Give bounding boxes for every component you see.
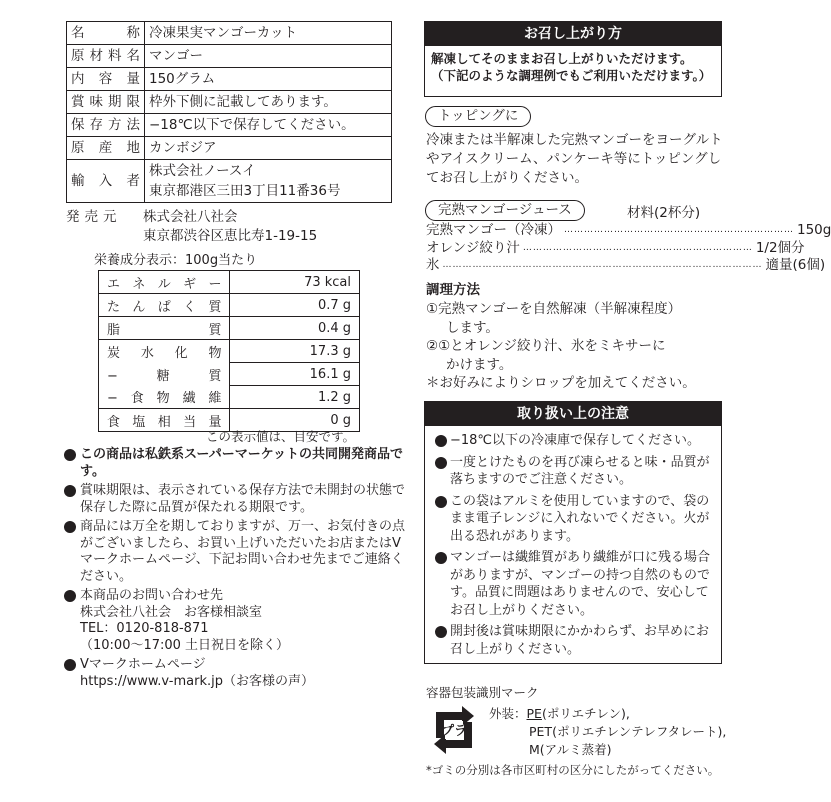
contact-company: 株式会社八社会 お客様相談室 (80, 604, 263, 620)
method-steps (426, 300, 724, 393)
contact-title: 本商品のお問い合わせ先 (80, 588, 224, 603)
method-step: ①完熟マンゴーを自然解凍（半解凍程度） (426, 301, 682, 317)
juice-label: 完熟マンゴージュース (425, 200, 585, 221)
nutrient-label: 食塩相当量 (99, 409, 230, 432)
nutrient-value: 17.3 g (230, 340, 360, 363)
spec-value: 枠外下側に記載してあります。 (145, 91, 392, 114)
spec-key: 輸入者 (67, 160, 145, 203)
spec-value: 150グラム (145, 68, 392, 91)
nutrient-label: 脂質 (99, 317, 230, 340)
topping-label: トッピングに (425, 106, 531, 127)
nutrient-value: 16.1 g (230, 363, 360, 386)
spec-value: 冷凍果実マンゴーカット (145, 22, 392, 45)
ingredient-row (426, 222, 831, 240)
importer-name: 株式会社ノースイ (149, 163, 256, 179)
handling-text: 開封後は賞味期限にかかわらず、お早めにお召し上がりください。 (450, 624, 709, 657)
note-item (64, 657, 412, 690)
spec-row (67, 114, 392, 137)
spec-key: 原産地 (67, 137, 145, 160)
nutrition-row (99, 294, 360, 317)
note-text: 賞味期限は、表示されている保存方法で未開封の状態で保存した際に品質が保たれる期限です。 (80, 483, 406, 515)
nutrition-row (99, 317, 360, 340)
recycle-footnote: *ゴミの分別は各市区町村の区分にしたがってください。 (426, 763, 720, 777)
handling-item (435, 432, 715, 450)
note-item (64, 588, 412, 654)
bullet-icon (64, 521, 76, 533)
nutrient-label: たんぱく質 (99, 294, 230, 317)
nutrient-value: 73 kcal (230, 271, 360, 294)
ingredient-row (426, 257, 826, 275)
bullet-icon (435, 496, 447, 508)
nutrient-value: 0.4 g (230, 317, 360, 340)
dot-leader: …………………………………………………………… (522, 242, 753, 253)
product-spec-table (66, 21, 392, 203)
nutrient-label: −糖質 (99, 363, 230, 386)
handling-text: −18℃以下の冷凍庫で保存してください。 (450, 433, 701, 448)
handling-title: 取り扱い上の注意 (425, 402, 721, 426)
handling-item (435, 549, 715, 619)
handling-list (425, 426, 721, 658)
recycle-outer-label: 外装： (489, 706, 527, 721)
spec-key: 名称 (67, 22, 145, 45)
seller-label: 発売元 (66, 209, 122, 225)
bullet-icon (435, 457, 447, 469)
homepage-title: Vマークホームページ (80, 657, 206, 672)
method-step: ②①とオレンジ絞り汁、氷をミキサーに (426, 338, 666, 354)
note-item (64, 519, 412, 585)
notes-list (64, 447, 412, 693)
recycle-pet: PET(ポリエチレンテレフタレート), (529, 724, 727, 739)
homepage-url: https://www.v-mark.jp（お客様の声） (80, 673, 314, 689)
ingredient-qty: 1/2個分 (755, 239, 805, 256)
method-step-cont: かけます。 (446, 356, 513, 373)
ingredient-qty: 150g (797, 222, 831, 238)
juice-pill (425, 199, 585, 221)
nutrient-label: エネルギー (99, 271, 230, 294)
plastic-recycle-icon (426, 704, 482, 756)
spec-row (67, 68, 392, 91)
seller-address: 東京都渋谷区恵比寿1-19-15 (143, 228, 318, 244)
spec-value: マンゴー (145, 45, 392, 68)
nutrition-row (99, 271, 360, 294)
spec-key: 原材料名 (67, 45, 145, 68)
method-step-cont: します。 (446, 319, 499, 336)
serving-title: お召し上がり方 (425, 22, 721, 46)
bullet-icon (435, 626, 447, 638)
ingredient-name: 氷 (426, 257, 440, 273)
handling-box (424, 401, 722, 664)
handling-item (435, 454, 715, 489)
bullet-icon (435, 435, 447, 447)
nutrient-value: 0.7 g (230, 294, 360, 317)
dot-leader: …………………………………………………………………………………… (442, 260, 763, 270)
recycle-materials (489, 705, 726, 759)
nutrient-value: 1.2 g (230, 386, 360, 409)
bullet-icon (435, 552, 447, 564)
ingredient-name: 完熟マンゴー（冷凍） (426, 222, 561, 238)
spec-value (145, 160, 392, 203)
spec-value: −18℃以下で保存してください。 (145, 114, 392, 137)
handling-item (435, 623, 715, 658)
bullet-icon (64, 449, 76, 461)
recycle-line (489, 705, 726, 723)
nutrition-heading: 栄養成分表示：100g当たり (94, 253, 258, 268)
ingredient-qty: 適量(6個) (765, 257, 826, 273)
recycle-pe: PE (526, 706, 542, 721)
importer-address: 東京都港区三田3丁目11番36号 (149, 183, 341, 199)
nutrition-row (99, 386, 360, 409)
nutrition-row (99, 363, 360, 386)
serving-line: 解凍してそのままお召し上がりいただけます。 (431, 51, 693, 66)
recycle-heading: 容器包装識別マーク (426, 685, 539, 700)
nutrient-label: 炭水化物 (99, 340, 230, 363)
note-text: 商品には万全を期しておりますが、万一、お気付きの点がございましたら、お買い上げいただいたお店またはVマークホームページ、下記お問い合わせ先までご連絡ください。 (80, 519, 406, 584)
nutrition-note: この表示値は、目安です。 (206, 429, 356, 444)
topping-pill (425, 105, 531, 127)
ingredient-name: オレンジ絞り汁 (426, 239, 520, 256)
contact-tel: TEL：0120-818-871 (80, 621, 209, 636)
spec-row (67, 160, 392, 203)
spec-key: 保存方法 (67, 114, 145, 137)
recycle-icon-label: プラ (440, 724, 468, 739)
serving-line: （下記のような調理例でもご利用いただけます。） (431, 68, 712, 83)
spec-row (67, 45, 392, 68)
ingredients-heading: 材料(2杯分) (627, 205, 701, 221)
dot-leader: …………………………………………………………… (564, 225, 794, 235)
contact-hours: （10:00〜17:00 土日祝日を除く） (80, 637, 290, 653)
serving-box (424, 21, 722, 97)
recycle-m: M(アルミ蒸着) (529, 742, 612, 757)
spec-value: カンボジア (145, 137, 392, 160)
bullet-icon (64, 590, 76, 602)
topping-text: 冷凍または半解凍した完熟マンゴーをヨーグルトやアイスクリーム、パンケーキ等にトッピングしてお召し上がりください。 (426, 132, 723, 186)
nutrition-table (98, 270, 360, 432)
spec-row (67, 22, 392, 45)
nutrient-value: 0 g (230, 409, 360, 432)
ingredients-list (426, 222, 831, 275)
handling-item (435, 493, 715, 546)
bullet-icon (64, 485, 76, 497)
seller-name: 株式会社八社会 (143, 209, 238, 225)
method-tip: ＊お好みによりシロップを加えてください。 (426, 375, 696, 391)
ingredient-row (426, 239, 805, 258)
handling-text: この袋はアルミを使用していますので、袋のまま電子レンジに入れないでください。火が出る恐れがあります。 (450, 493, 710, 544)
spec-key: 賞味期限 (67, 91, 145, 114)
spec-row (67, 91, 392, 114)
nutrition-row (99, 340, 360, 363)
recycle-pe-desc: (ポリエチレン), (541, 706, 630, 721)
bullet-icon (64, 659, 76, 671)
method-heading: 調理方法 (426, 282, 480, 298)
spec-key: 内容量 (67, 68, 145, 91)
handling-text: 一度とけたものを再び凍らせると味・品質が落ちますのでご注意ください。 (450, 454, 710, 487)
note-text: この商品は私鉄系スーパーマーケットの共同開発商品です。 (80, 447, 404, 479)
serving-body (425, 46, 721, 88)
note-item (64, 447, 412, 480)
spec-row (67, 137, 392, 160)
nutrient-label: −食物繊維 (99, 386, 230, 409)
handling-text: マンゴーは繊維質があり繊維が口に残る場合がありますが、マンゴーの持つ自然のものです。品質に問題はありませんので、安心してお召し上がりください。 (450, 550, 711, 618)
note-item (64, 483, 412, 516)
